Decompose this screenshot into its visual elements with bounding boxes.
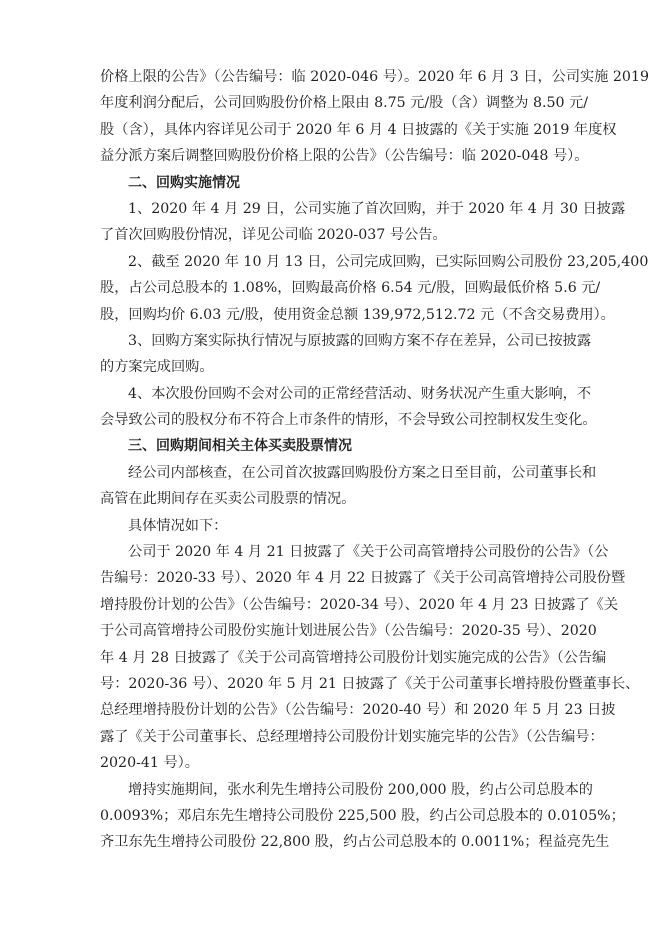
text-line: 高管在此期间存在买卖公司股票的情况。 bbox=[100, 491, 356, 508]
text-line: 增持实施期间，张水利先生增持公司股份 200,000 股，约占公司总股本的 bbox=[128, 781, 593, 798]
text-line: 总经理增持股份计划的公告》（公告编号：2020-40 号）和 2020 年 5 月 23 日披 bbox=[100, 702, 616, 719]
text-line: 0.0093%；邓启东先生增持公司股份 225,500 股，约占公司总股本的 0.0105%； bbox=[100, 807, 625, 824]
text-line: 具体情况如下： bbox=[128, 517, 228, 534]
section-heading: 二、回购实施情况 bbox=[128, 174, 240, 191]
text-line: 2、截至 2020 年 10 月 13 日，公司完成回购，已实际回购公司股份 23,205,400 bbox=[128, 253, 649, 270]
text-line: 告编号：2020-33 号）、2020 年 4 月 22 日披露了《关于公司高管增持公司股份暨 bbox=[100, 570, 626, 587]
text-line: 经公司内部核查，在公司首次披露回购股份方案之日至目前，公司董事长和 bbox=[128, 464, 597, 481]
text-line: 2020-41 号）。 bbox=[100, 755, 199, 772]
text-line: 价格上限的公告》（公告编号：临 2020-046 号）。2020 年 6 月 3 日，公司实施 2019 bbox=[100, 69, 649, 85]
text-line: 3、回购方案实际执行情况与原披露的回购方案不存在差异，公司已按披露 bbox=[128, 332, 592, 349]
text-line: 了首次回购股份情况，详见公司临 2020-037 号公告。 bbox=[100, 227, 447, 244]
text-line: 号：2020-36 号）、2020 年 5 月 21 日披露了《关于公司董事长增持股份暨董事长、 bbox=[100, 675, 640, 692]
text-line: 4、本次股份回购不会对公司的正常经营活动、财务状况产生重大影响，不 bbox=[128, 385, 592, 402]
text-line: 益分派方案后调整回购股份价格上限的公告》（公告编号：临 2020-048 号）。 bbox=[100, 148, 589, 165]
text-line: 会导致公司的股权分布不符合上市条件的情形，不会导致公司控制权发生变化。 bbox=[100, 412, 597, 429]
text-line: 增持股份计划的公告》（公告编号：2020-34 号）、2020 年 4 月 23 日披露了《关 bbox=[100, 596, 619, 613]
text-line: 年度利润分配后，公司回购股份价格上限由 8.75 元/股（含）调整为 8.50 元/ bbox=[100, 95, 589, 112]
text-line: 于公司高管增持公司股份实施计划进展公告》（公告编号：2020-35 号）、2020 bbox=[100, 623, 597, 640]
text-line: 年 4 月 28 日披露了《关于公司高管增持公司股份计划实施完成的公告》（公告编 bbox=[100, 649, 607, 666]
text-line: 的方案完成回购。 bbox=[100, 359, 214, 376]
text-line: 股，占公司总股本的 1.08%，回购最高价格 6.54 元/股，回购最低价格 5.6 元/ bbox=[100, 280, 601, 297]
document-body bbox=[100, 64, 649, 856]
text-line: 齐卫东先生增持公司股份 22,800 股，约占公司总股本的 0.0011%；程益亮先生 bbox=[100, 834, 610, 851]
text-line: 1、2020 年 4 月 29 日，公司实施了首次回购，并于 2020 年 4 月 30 日披露 bbox=[128, 200, 626, 217]
section-heading: 三、回购期间相关主体买卖股票情况 bbox=[128, 438, 352, 455]
text-line: 股（含），具体内容详见公司于 2020 年 6 月 4 日披露的《关于实施 2019 年度权 bbox=[100, 121, 617, 138]
text-line: 公司于 2020 年 4 月 21 日披露了《关于公司高管增持公司股份的公告》（公 bbox=[128, 544, 609, 561]
text-line: 露了《关于公司董事长、总经理增持公司股份计划实施完毕的公告》（公告编号： bbox=[100, 728, 604, 745]
text-line: 股，回购均价 6.03 元/股，使用资金总额 139,972,512.72 元（不含交易费用）。 bbox=[100, 306, 615, 323]
